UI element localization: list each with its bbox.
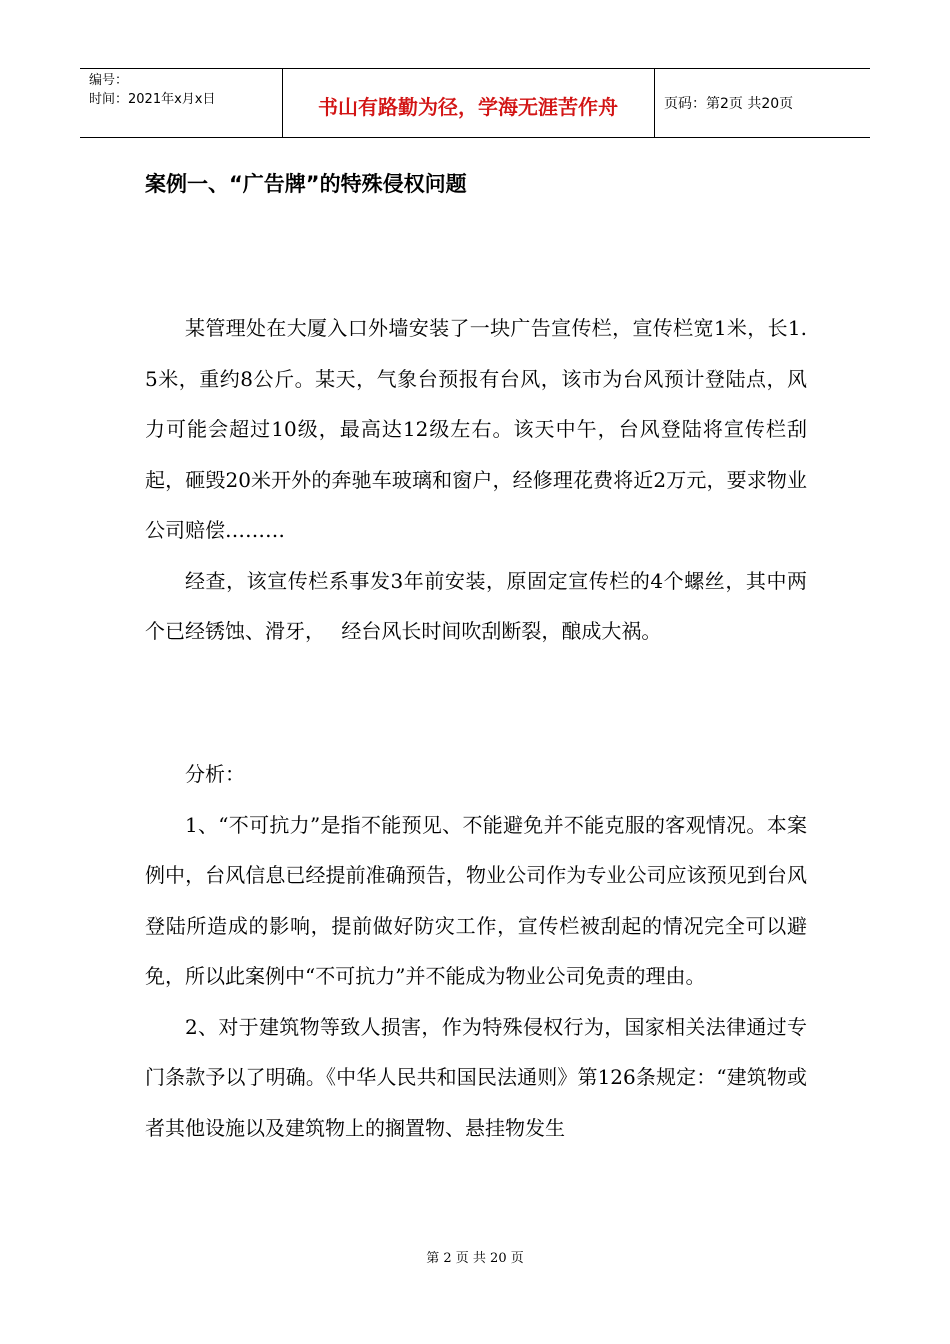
case-paragraph-1: 某管理处在大厦入口外墙安装了一块广告宣传栏，宣传栏宽1米，长1.5米，重约8公斤。某天，气象台预报有台风，该市为台风预计登陆点，风力可能会超过10级，最高达12级左右。该天中午，台风登陆将宣传栏刮起，砸毁20米开外的奔驰车玻璃和窗户，经修理花费将近2万元，要求物业公司赔偿……… [145, 316, 807, 542]
time-label: 时间：2021年x月x日 [89, 92, 216, 107]
case-paragraph-2: 经查，该宣传栏系事发3年前安装，原固定宣传栏的4个螺丝，其中两个已经锈蚀、滑牙， 经台风长时间吹刮断裂，酿成大祸。 [145, 568, 807, 643]
header-left-cell [80, 69, 283, 137]
analysis-section [145, 749, 807, 1153]
document-header [80, 68, 870, 138]
header-motto-cell [282, 69, 655, 137]
case-description [145, 303, 807, 657]
number-label: 编号： [89, 73, 129, 88]
analysis-point-2: 2、对于建筑物等致人损害，作为特殊侵权行为，国家相关法律通过专门条款予以了明确。《中华人民共和国民法通则》第126条规定：“建筑物或者其他设施以及建筑物上的搁置物、悬挂物发生 [145, 1014, 807, 1140]
header-page-cell [655, 69, 870, 137]
analysis-heading: 分析： [185, 762, 245, 786]
analysis-point-1: 1、“不可抗力”是指不能预见、不能避免并不能克服的客观情况。本案例中，台风信息已经提前准确预告，物业公司作为专业公司应该预见到台风登陆所造成的影响，提前做好防灾工作，宣传栏被刮起的情况完全可以避免，所以此案例中“不可抗力”并不能成为物业公司免责的理由。 [145, 812, 807, 988]
header-page-info: 页码：第2页 共20页 [664, 96, 794, 112]
header-motto: 书山有路勤为径，学海无涯苦作舟 [318, 95, 618, 119]
page-footer: 第 2 页 共 20 页 [426, 1251, 524, 1266]
case-title: 案例一、“广告牌”的特殊侵权问题 [145, 172, 467, 196]
